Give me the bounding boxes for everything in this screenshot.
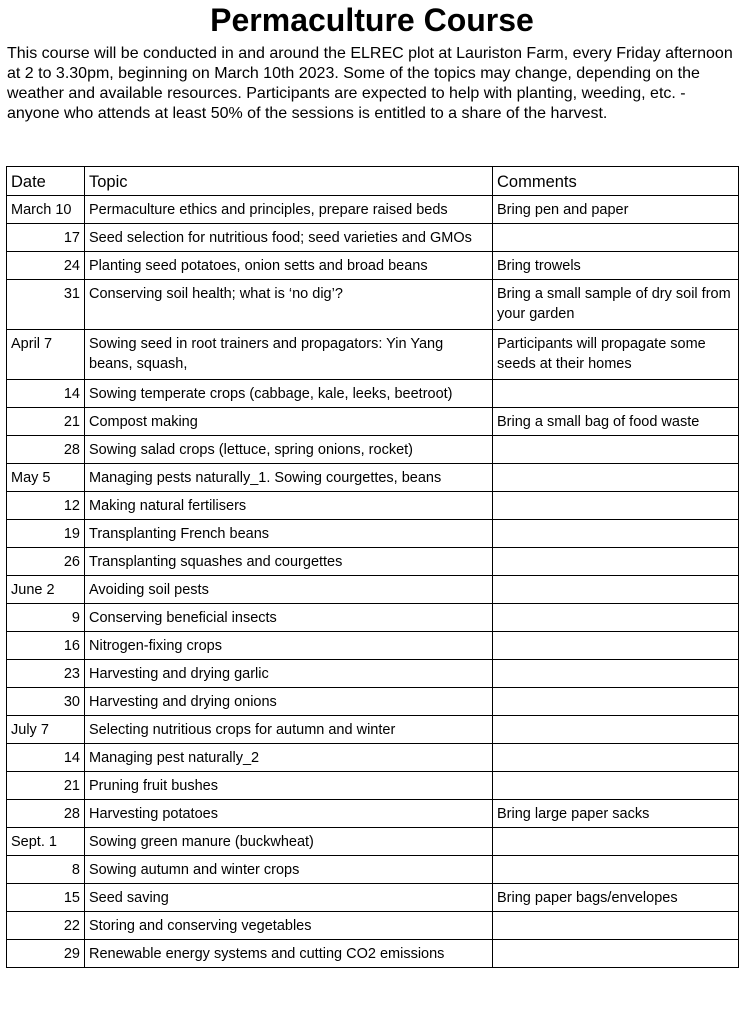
session-comments: Bring trowels [493, 252, 739, 280]
session-comments [493, 772, 739, 800]
session-comments [493, 940, 739, 968]
session-comments [493, 548, 739, 576]
table-row [7, 660, 739, 688]
session-comments [493, 576, 739, 604]
table-row [7, 252, 739, 280]
session-topic: Harvesting potatoes [85, 800, 493, 828]
session-topic: Sowing green manure (buckwheat) [85, 828, 493, 856]
session-comments: Participants will propagate some seeds at their homes [493, 330, 739, 380]
session-topic: Avoiding soil pests [85, 576, 493, 604]
session-comments [493, 492, 739, 520]
table-row [7, 716, 739, 744]
session-date: 17 [7, 224, 85, 252]
session-date: 19 [7, 520, 85, 548]
session-date: May 5 [7, 464, 85, 492]
table-row [7, 408, 739, 436]
table-row [7, 330, 739, 380]
session-date: 28 [7, 800, 85, 828]
session-topic: Sowing temperate crops (cabbage, kale, leeks, beetroot) [85, 380, 493, 408]
session-topic: Harvesting and drying onions [85, 688, 493, 716]
table-row [7, 912, 739, 940]
table-row [7, 856, 739, 884]
session-date: 8 [7, 856, 85, 884]
session-topic: Transplanting squashes and courgettes [85, 548, 493, 576]
intro-paragraph: This course will be conducted in and around the ELREC plot at Lauriston Farm, every Friday afternoon at 2 to 3.30pm, beginning on March 10th 2023. Some of the topics may change, depending on the weather and available resources. Participants are expected to help with planting, weeding, etc. - anyone who attends at least 50% of the sessions is entitled to a share of the harvest. [7, 45, 733, 122]
table-row [7, 280, 739, 330]
session-topic: Storing and conserving vegetables [85, 912, 493, 940]
table-row [7, 940, 739, 968]
session-date: July 7 [7, 716, 85, 744]
table-row [7, 632, 739, 660]
session-topic: Compost making [85, 408, 493, 436]
session-comments [493, 912, 739, 940]
session-date: 14 [7, 744, 85, 772]
page-title: Permaculture Course [210, 2, 534, 38]
session-comments [493, 520, 739, 548]
session-comments [493, 660, 739, 688]
session-topic: Seed selection for nutritious food; seed varieties and GMOs [85, 224, 493, 252]
session-topic: Making natural fertilisers [85, 492, 493, 520]
session-comments [493, 744, 739, 772]
session-topic: Conserving soil health; what is ‘no dig’? [85, 280, 493, 330]
session-comments: Bring large paper sacks [493, 800, 739, 828]
session-comments [493, 436, 739, 464]
session-comments: Bring paper bags/envelopes [493, 884, 739, 912]
session-topic: Selecting nutritious crops for autumn and winter [85, 716, 493, 744]
session-date: 30 [7, 688, 85, 716]
session-comments [493, 464, 739, 492]
session-topic: Managing pests naturally_1. Sowing courgettes, beans [85, 464, 493, 492]
header-topic: Topic [85, 167, 493, 196]
session-topic: Renewable energy systems and cutting CO2 emissions [85, 940, 493, 968]
session-date: 22 [7, 912, 85, 940]
session-comments [493, 716, 739, 744]
session-date: 26 [7, 548, 85, 576]
schedule-body [7, 196, 739, 968]
session-date: 9 [7, 604, 85, 632]
session-date: Sept. 1 [7, 828, 85, 856]
table-row [7, 464, 739, 492]
table-row [7, 520, 739, 548]
session-topic: Sowing salad crops (lettuce, spring onions, rocket) [85, 436, 493, 464]
table-row [7, 224, 739, 252]
session-date: June 2 [7, 576, 85, 604]
session-date: 14 [7, 380, 85, 408]
table-row [7, 688, 739, 716]
session-topic: Permaculture ethics and principles, prepare raised beds [85, 196, 493, 224]
session-topic: Managing pest naturally_2 [85, 744, 493, 772]
table-row [7, 828, 739, 856]
session-comments [493, 688, 739, 716]
table-row [7, 884, 739, 912]
table-header-row [7, 167, 739, 196]
table-row [7, 436, 739, 464]
session-date: 29 [7, 940, 85, 968]
table-row [7, 492, 739, 520]
session-date: 23 [7, 660, 85, 688]
session-date: 21 [7, 772, 85, 800]
session-topic: Nitrogen-fixing crops [85, 632, 493, 660]
session-topic: Seed saving [85, 884, 493, 912]
session-comments [493, 604, 739, 632]
session-comments [493, 224, 739, 252]
session-comments [493, 856, 739, 884]
table-row [7, 576, 739, 604]
session-date: 12 [7, 492, 85, 520]
session-date: April 7 [7, 330, 85, 380]
session-date: 15 [7, 884, 85, 912]
session-topic: Planting seed potatoes, onion setts and broad beans [85, 252, 493, 280]
session-comments [493, 380, 739, 408]
table-row [7, 744, 739, 772]
session-date: 28 [7, 436, 85, 464]
session-date: 21 [7, 408, 85, 436]
schedule-table [6, 166, 739, 968]
table-row [7, 604, 739, 632]
table-row [7, 772, 739, 800]
session-comments: Bring a small sample of dry soil from your garden [493, 280, 739, 330]
header-date: Date [7, 167, 85, 196]
session-topic: Conserving beneficial insects [85, 604, 493, 632]
session-topic: Sowing autumn and winter crops [85, 856, 493, 884]
session-topic: Harvesting and drying garlic [85, 660, 493, 688]
table-row [7, 380, 739, 408]
session-date: 16 [7, 632, 85, 660]
session-date: 24 [7, 252, 85, 280]
table-row [7, 800, 739, 828]
session-topic: Pruning fruit bushes [85, 772, 493, 800]
session-comments [493, 828, 739, 856]
header-comments: Comments [493, 167, 739, 196]
session-comments: Bring pen and paper [493, 196, 739, 224]
session-topic: Sowing seed in root trainers and propagators: Yin Yang beans, squash, [85, 330, 493, 380]
session-comments [493, 632, 739, 660]
session-topic: Transplanting French beans [85, 520, 493, 548]
session-date: March 10 [7, 196, 85, 224]
session-comments: Bring a small bag of food waste [493, 408, 739, 436]
session-date: 31 [7, 280, 85, 330]
table-row [7, 196, 739, 224]
table-row [7, 548, 739, 576]
